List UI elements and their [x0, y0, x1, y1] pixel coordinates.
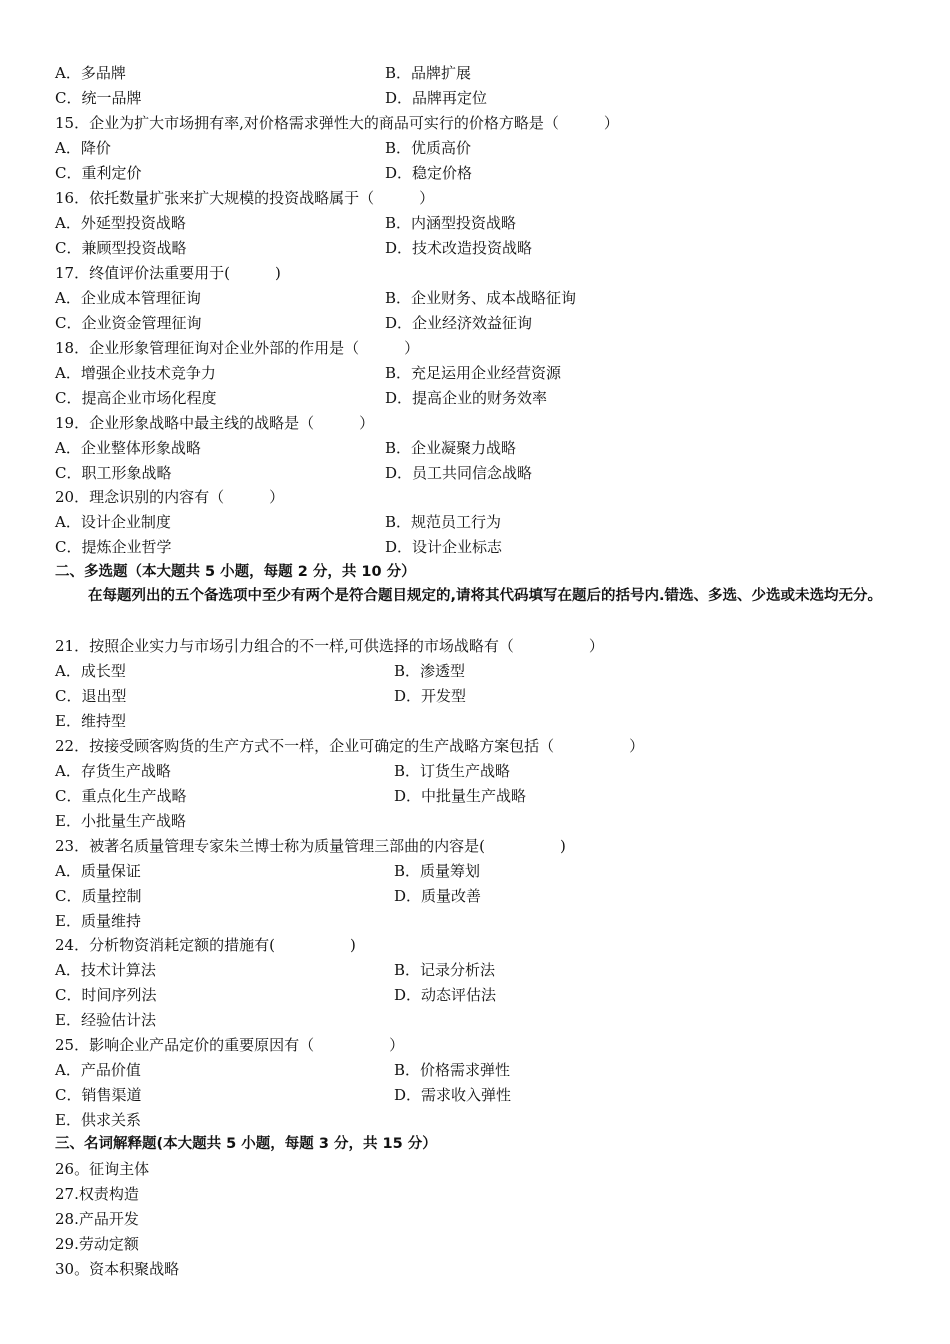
q14-option-c: C．统一品牌	[55, 89, 142, 107]
q15-option-c: C．重利定价	[55, 164, 142, 182]
q22-option-c: C．重点化生产战略	[55, 787, 187, 805]
q24-option-d: D．动态评估法	[394, 986, 497, 1004]
q25-option-b: B．价格需求弹性	[394, 1061, 511, 1079]
q25-option-e: E．供求关系	[55, 1111, 141, 1129]
q17-stem: 17．终值评价法重要用于( )	[55, 264, 281, 282]
q23-option-b: B．质量筹划	[394, 862, 481, 880]
q20-option-d: D．设计企业标志	[385, 538, 503, 556]
q16-option-a: A．外延型投资战略	[55, 214, 186, 232]
q16-option-d: D．技术改造投资战略	[385, 239, 533, 257]
q17-option-d: D．企业经济效益征询	[385, 314, 533, 332]
q18-option-c: C．提高企业市场化程度	[55, 389, 217, 407]
q23-option-e: E．质量维持	[55, 912, 141, 930]
q21-option-d: D．开发型	[394, 687, 467, 705]
q25-option-d: D．需求收入弹性	[394, 1086, 512, 1104]
section3-heading: 三、名词解释题(本大题共 5 小题，每题 3 分，共 15 分）	[55, 1136, 437, 1152]
q19-option-b: B．企业凝聚力战略	[385, 439, 517, 457]
q22-option-a: A．存货生产战略	[55, 762, 171, 780]
q15-option-b: B．优质高价	[385, 139, 472, 157]
q17-option-b: B．企业财务、成本战略征询	[385, 289, 577, 307]
q23-stem: 23．被著名质量管理专家朱兰博士称为质量管理三部曲的内容是( )	[55, 837, 566, 855]
q21-stem: 21．按照企业实力与市场引力组合的不一样,可供选择的市场战略有（ ）	[55, 637, 604, 655]
term-item-27: 27.权责构造	[55, 1185, 139, 1203]
term-item-29: 29.劳动定额	[55, 1235, 139, 1253]
q24-stem: 24．分析物资消耗定额的措施有( )	[55, 936, 356, 954]
q19-stem: 19．企业形象战略中最主线的战略是（ ）	[55, 414, 375, 432]
q25-stem: 25．影响企业产品定价的重要原因有（ ）	[55, 1036, 405, 1054]
q21-option-a: A．成长型	[55, 662, 126, 680]
q22-stem: 22．按接受顾客购货的生产方式不一样，企业可确定的生产战略方案包括（ ）	[55, 737, 645, 755]
q19-option-c: C．职工形象战略	[55, 464, 172, 482]
q24-option-c: C．时间序列法	[55, 986, 157, 1004]
term-item-26: 26。征询主体	[55, 1160, 150, 1178]
q22-option-e: E．小批量生产战略	[55, 812, 186, 830]
section2-instruction: 在每题列出的五个备选项中至少有两个是符合题目规定的,请将其代码填写在题后的括号内.错选、多选、少选或未选均无分。	[88, 588, 883, 604]
term-item-28: 28.产品开发	[55, 1210, 139, 1228]
q20-option-c: C．提炼企业哲学	[55, 538, 172, 556]
q23-option-c: C．质量控制	[55, 887, 142, 905]
q18-option-b: B．充足运用企业经营资源	[385, 364, 562, 382]
q16-stem: 16．依托数量扩张来扩大规模的投资战略属于（ ）	[55, 189, 435, 207]
term-item-30: 30。资本积聚战略	[55, 1260, 180, 1278]
q24-option-a: A．技术计算法	[55, 961, 156, 979]
q20-stem: 20．理念识别的内容有（ ）	[55, 488, 285, 506]
q17-option-a: A．企业成本管理征询	[55, 289, 201, 307]
q17-option-c: C．企业资金管理征询	[55, 314, 202, 332]
q20-option-b: B．规范员工行为	[385, 513, 502, 531]
q21-option-b: B．渗透型	[394, 662, 466, 680]
q14-option-b: B．品牌扩展	[385, 64, 472, 82]
q14-option-a: A．多品牌	[55, 64, 126, 82]
q23-option-d: D．质量改善	[394, 887, 482, 905]
q14-option-d: D．品牌再定位	[385, 89, 488, 107]
q19-option-a: A．企业整体形象战略	[55, 439, 201, 457]
q25-option-a: A．产品价值	[55, 1061, 141, 1079]
q25-option-c: C．销售渠道	[55, 1086, 142, 1104]
q24-option-e: E．经验估计法	[55, 1011, 156, 1029]
q20-option-a: A．设计企业制度	[55, 513, 171, 531]
q21-option-c: C．退出型	[55, 687, 127, 705]
section2-heading: 二、多选题（本大题共 5 小题，每题 2 分，共 10 分）	[55, 564, 416, 580]
q15-option-d: D．稳定价格	[385, 164, 473, 182]
q24-option-b: B．记录分析法	[394, 961, 496, 979]
q18-option-d: D．提高企业的财务效率	[385, 389, 548, 407]
q15-option-a: A．降价	[55, 139, 111, 157]
q19-option-d: D．员工共同信念战略	[385, 464, 533, 482]
q16-option-c: C．兼顾型投资战略	[55, 239, 187, 257]
q18-stem: 18．企业形象管理征询对企业外部的作用是（ ）	[55, 339, 420, 357]
q22-option-b: B．订货生产战略	[394, 762, 511, 780]
q15-stem: 15．企业为扩大市场拥有率,对价格需求弹性大的商品可实行的价格方略是（ ）	[55, 114, 619, 132]
q16-option-b: B．内涵型投资战略	[385, 214, 517, 232]
q21-option-e: E．维持型	[55, 712, 126, 730]
q23-option-a: A．质量保证	[55, 862, 141, 880]
q18-option-a: A．增强企业技术竞争力	[55, 364, 216, 382]
q22-option-d: D．中批量生产战略	[394, 787, 527, 805]
